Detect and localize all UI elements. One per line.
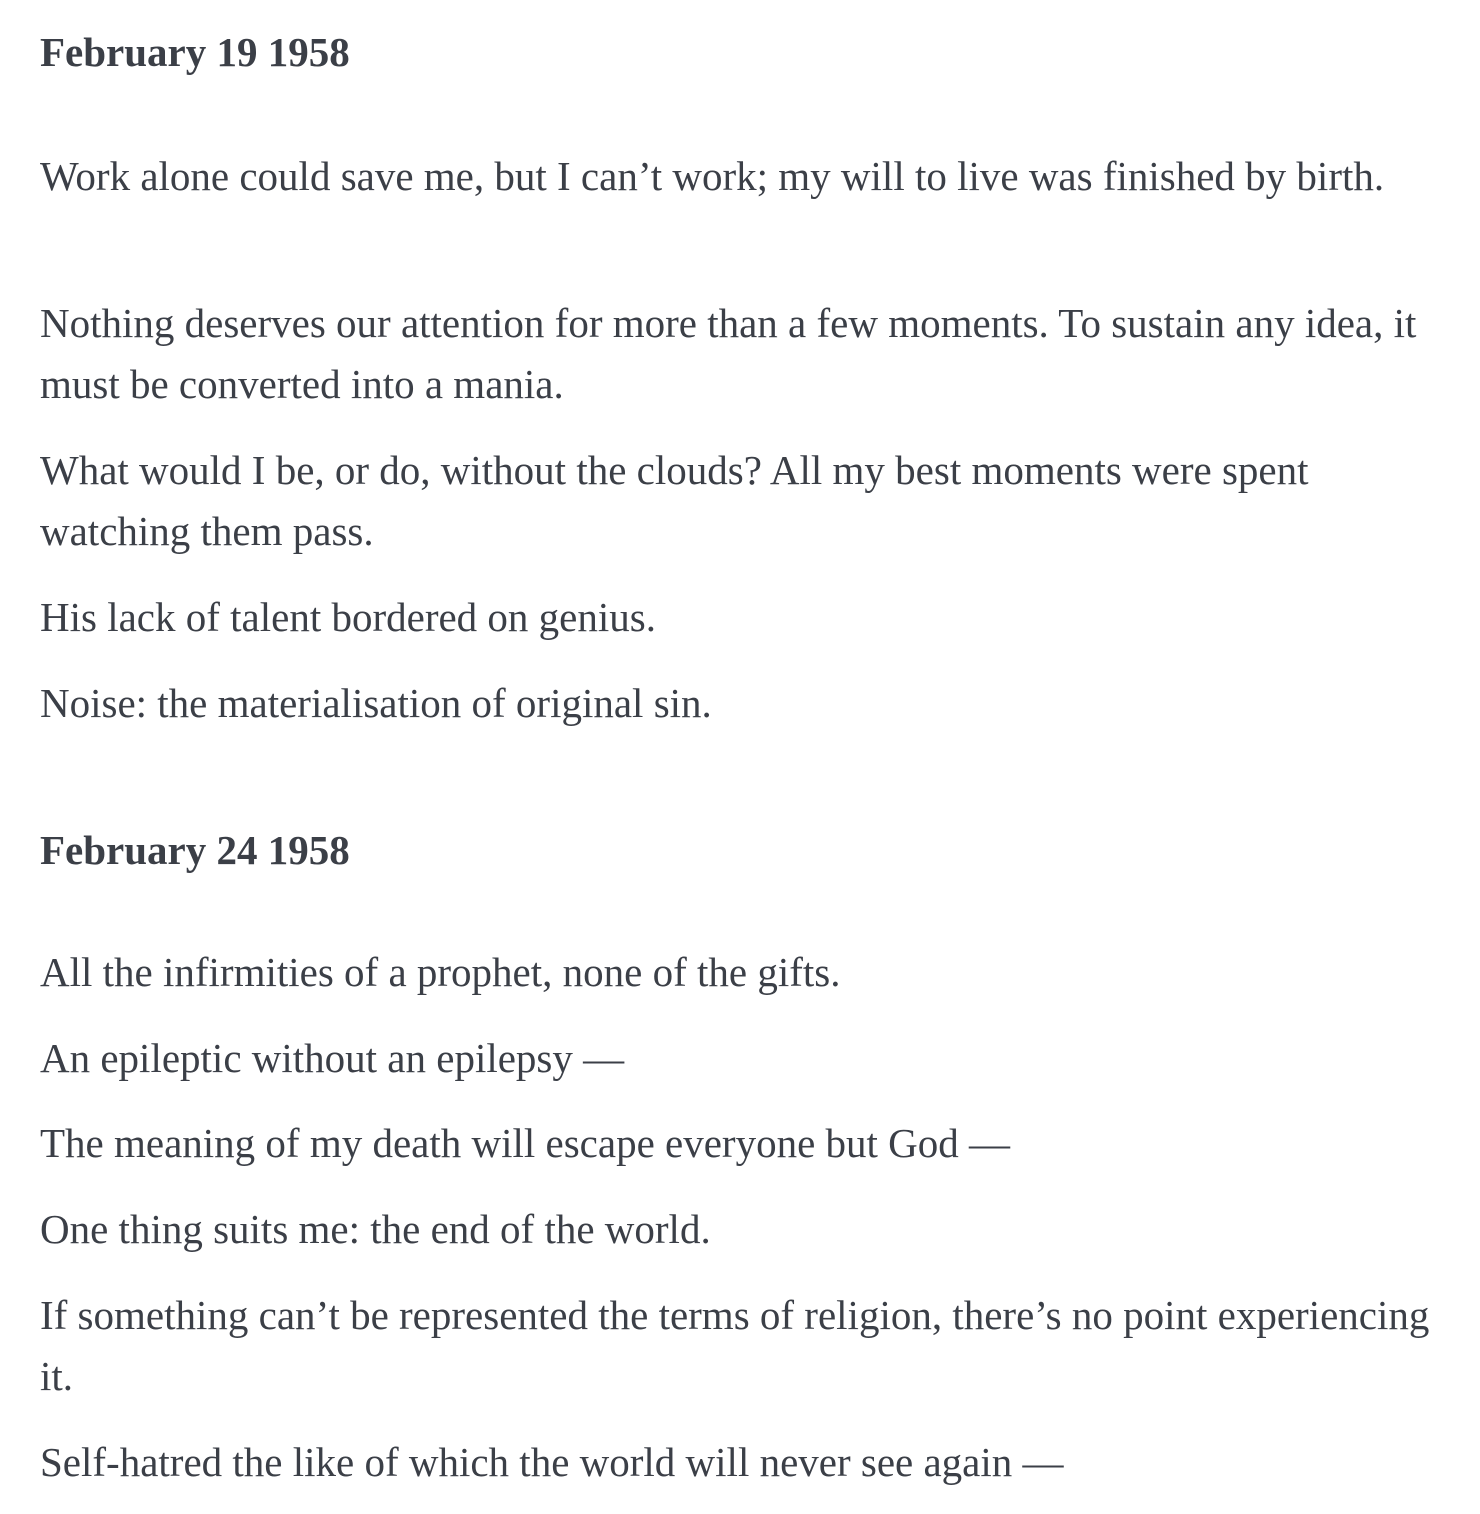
entry-date-heading: February 24 1958 — [40, 827, 350, 873]
entry-paragraph: Self-hatred the like of which the world will never see again — — [40, 1439, 1064, 1485]
entry-paragraph: One thing suits me: the end of the world. — [40, 1206, 711, 1252]
entry-paragraph: If something can’t be represented the terms of religion, there’s no point experiencing it. — [40, 1292, 1430, 1399]
entry-paragraph: What would I be, or do, without the clouds? All my best moments were spent watching them pass. — [40, 447, 1309, 554]
entry-paragraph: Work alone could save me, but I can’t work; my will to live was finished by birth. — [40, 153, 1385, 199]
entry-paragraph: Nothing deserves our attention for more than a few moments. To sustain any idea, it must be converted into a mania. — [40, 300, 1417, 407]
entry-paragraph: An epileptic without an epilepsy — — [40, 1035, 625, 1081]
entry-paragraph: His lack of talent bordered on genius. — [40, 594, 656, 640]
entry-paragraph: All the infirmities of a prophet, none of the gifts. — [40, 949, 841, 995]
entry-paragraph: The meaning of my death will escape everyone but God — — [40, 1120, 1011, 1166]
entry-paragraph: Noise: the materialisation of original sin. — [40, 680, 712, 726]
entry-date-heading: February 19 1958 — [40, 29, 350, 75]
